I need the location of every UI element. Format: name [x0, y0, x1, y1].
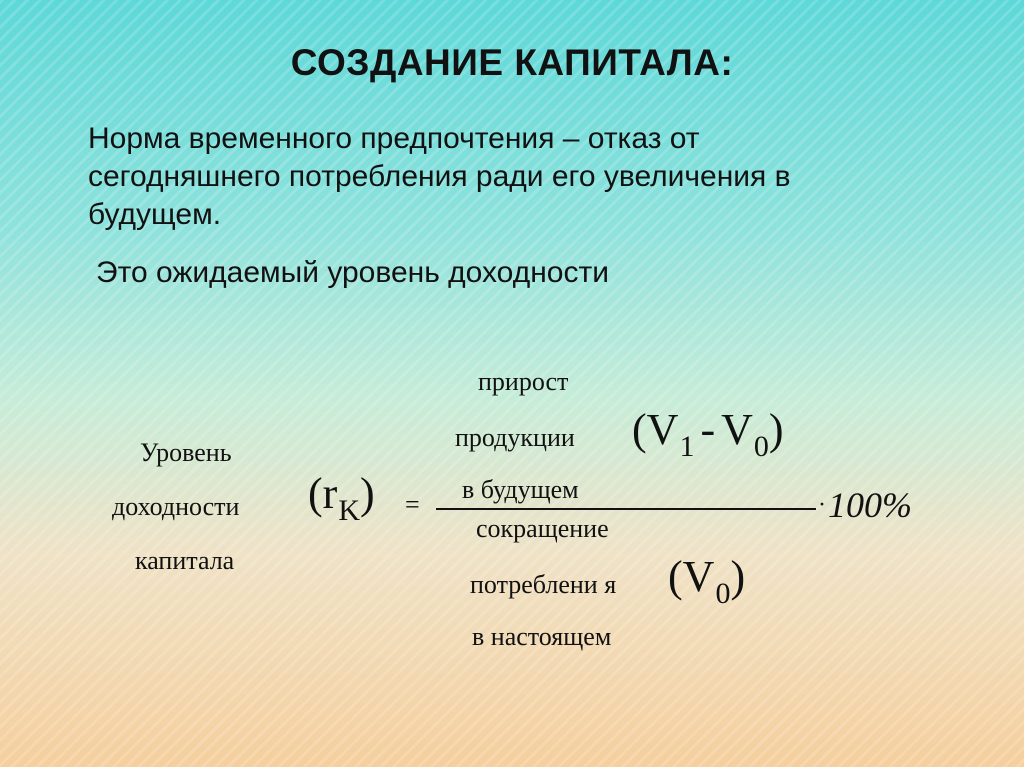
minus-sign: - [700, 405, 716, 454]
lhs-label-line-1: Уровень [140, 438, 232, 467]
v1-subscript: 1 [679, 430, 695, 463]
v1-letter: V [646, 405, 679, 454]
lhs-label-line-3: капитала [135, 546, 235, 575]
numerator-line-1: прирост [478, 367, 569, 396]
denominator-v-letter: V [682, 552, 715, 601]
rate-subscript: K [338, 494, 360, 527]
multiply-dot: · [818, 492, 826, 518]
denominator-v-subscript: 0 [715, 577, 731, 610]
definition-line-2: сегодняшнего потребления ради его увеличения в [88, 160, 791, 193]
rate-symbol: $(r_K)$ [308, 469, 375, 527]
denominator-line-3: в настоящем [472, 622, 612, 651]
slide-title: СОЗДАНИЕ КАПИТАЛА: [290, 42, 734, 83]
definition-line-1: Норма временного предпочтения – отказ от [88, 122, 700, 155]
numerator-line-2: продукции [455, 423, 575, 452]
denominator-line-1: сокращение [476, 514, 609, 543]
equals-sign: = [405, 490, 420, 519]
numerator-line-3: в будущем [462, 475, 579, 504]
v0-subscript: 0 [753, 430, 769, 463]
v0-letter: V [721, 405, 753, 454]
fraction-bar [436, 508, 816, 510]
expected-return-note: Это ожидаемый уровень доходности [96, 256, 609, 289]
numerator-difference: $(V_1 - V_0)$ [632, 405, 784, 463]
denominator-value: $(V_0)$ [668, 552, 746, 610]
definition-line-3: будущем. [88, 198, 222, 231]
lhs-label-line-2: доходности [112, 492, 240, 521]
percent-multiplier: 100% [828, 485, 912, 525]
rate-letter: r [322, 469, 338, 518]
denominator-line-2: потреблени я [470, 570, 617, 599]
